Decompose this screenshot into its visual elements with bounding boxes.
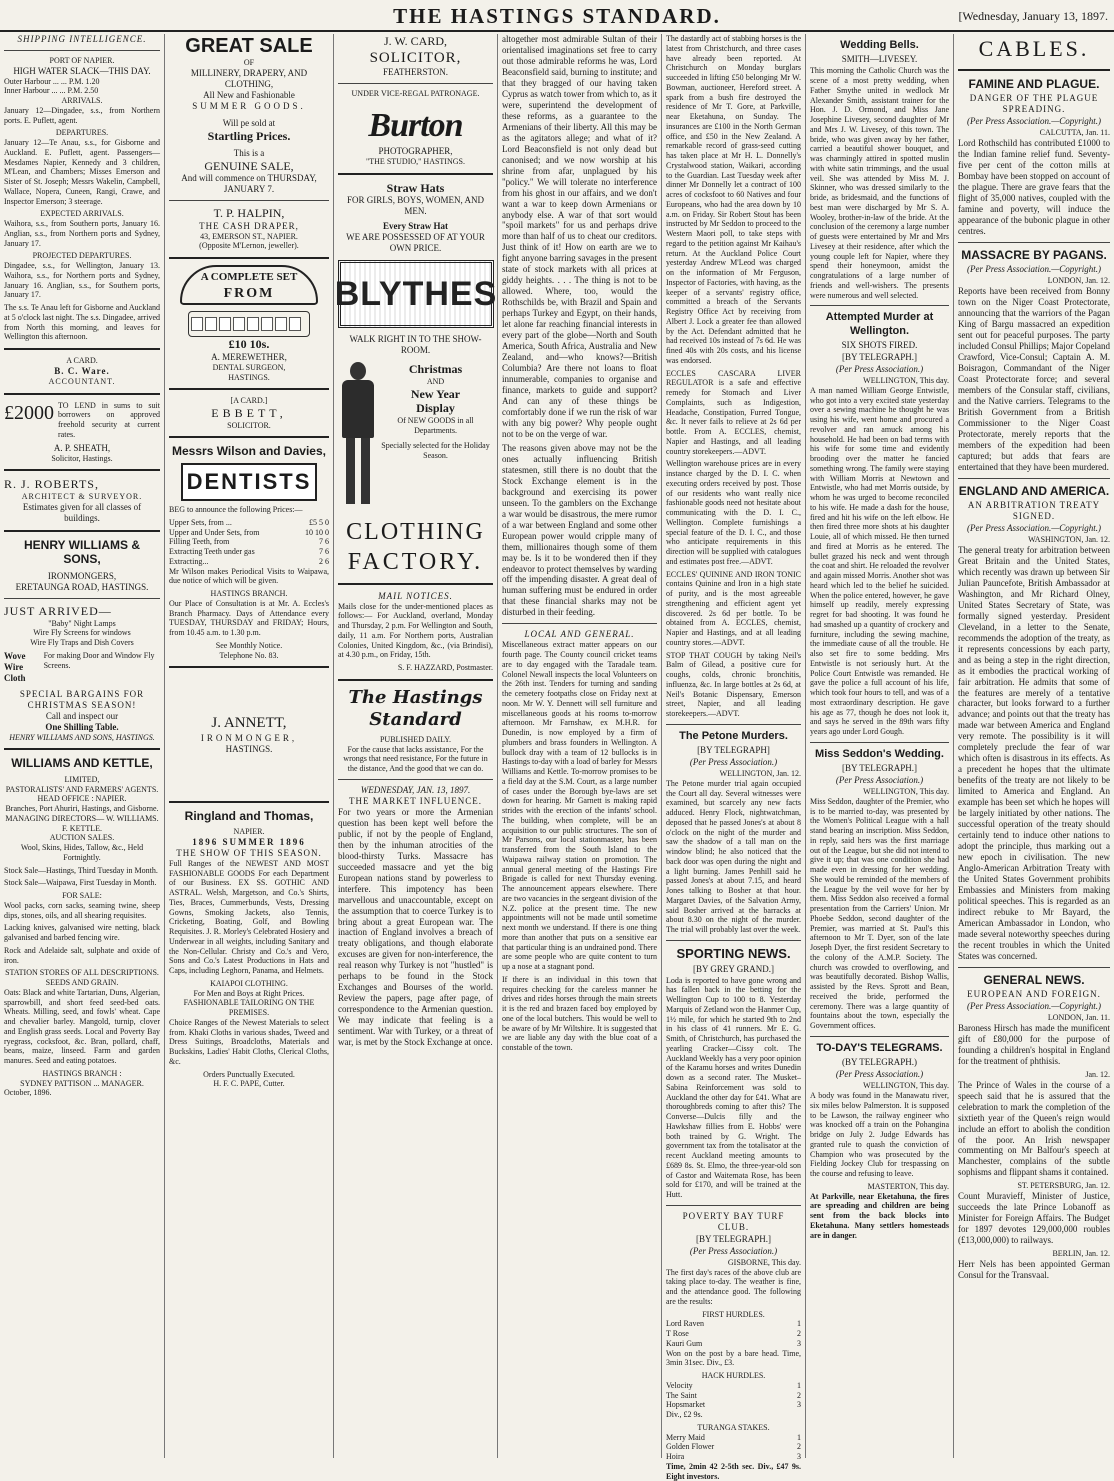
seddon-by: [BY TELEGRAPH.] — [842, 763, 917, 774]
ware-name: B. C. Ware. — [54, 365, 110, 376]
wk-role: PASTORALISTS' AND FARMERS' AGENTS. — [5, 784, 159, 794]
leader-text-1: altogether most admirable Sultan of their orientalised imaginations set free to carry out those admirable reforms he was, Lord Beaconsfield said, burning to institute; and that they bragged of our having taken Cyprus as watch tower from which to, as it were, superintend the development of these reforms, as a guarantee to the Armenians of their liberty. All this may be as the agitators allege; and what of it? Lord Beaconsfield is not only dead but canonised; and we now worship at his shrine from afar, unplagued by his "policy." We will tolerate no interference from his ghost in our affairs, and we don't want a war to keep down Armenians or anybody else. A war of that sort would "spoil markets" for us and perhaps drive more than half of us to cheat our creditors. Just think of it! How on earth are we to fight anyone barring savages in the present state of stock markets with all prices at giddy heights. . . . The thing is not to be allowed. Where, too, would the Rothschilds be, with Brazil and Spain and perhaps Turkey and Egypt, on their hands, let alone far reaching financial interests in every part of the globe—North and South America, South Africa, Australia and New Zealand, and—who knows?—British Columbia? Are there not loans to float innumerable, companies to organise and finance, markets to guide and support? And can any of these things be comfortably done if we run the risk of war with any big power? Why people ought not to be on the verge of war. — [502, 34, 657, 439]
show-heading: THE SHOW OF THIS SEASON. — [176, 847, 322, 858]
wilson-visits: Mr Wilson makes Periodical Visits to Waipawa, due notice of which will be given. — [169, 566, 329, 586]
bargains: SPECIAL BARGAINS FOR CHRISTMAS SEASON! — [19, 688, 145, 710]
burton-logo: Burton — [368, 106, 463, 144]
photographer: PHOTOGRAPHER, — [378, 146, 453, 157]
loan-agent-role: Solicitor, Hastings. — [51, 453, 113, 463]
market-heading: THE MARKET INFLUENCE. — [348, 795, 483, 806]
result-row-label: T Rose — [666, 1329, 689, 1339]
price-row-label: Filling Teeth, from — [169, 537, 230, 547]
result-row — [666, 1391, 801, 1401]
telegrams-assoc: (Per Press Association.) — [835, 1069, 924, 1080]
result-row — [666, 1381, 801, 1391]
ironmonger: IRONMONGER, — [200, 732, 298, 743]
general-place-3: ST. PETERSBURG, Jan. 12. — [1017, 1181, 1110, 1191]
result-row-label: Lord Raven — [666, 1319, 704, 1329]
turanga-results — [666, 1433, 801, 1462]
england-heading: ENGLAND AND AMERICA. — [958, 483, 1110, 498]
mail-sign: S. F. HAZZARD, Postmaster. — [397, 663, 493, 673]
general-place-4: BERLIN, Jan. 12. — [1052, 1248, 1110, 1258]
ebbett-name: EBBETT, — [211, 406, 287, 421]
general-text-2: The Prince of Wales in the course of a speech said that he is assured that the celebration to mark the completion of the sixtieth year of the Queen's reign would include an effort to abolish the condition of the poor. An Irish newspaper commenting on Mr Balfour's speech at Manchester, complains of the subtle sophisms and flippant shams it contained. — [958, 1079, 1110, 1178]
result-row-label: Velocity — [666, 1380, 693, 1390]
dentists-banner: DENTISTS — [181, 463, 317, 501]
column-2 — [165, 34, 334, 1458]
price-row-label: Upper Sets, from ... — [169, 517, 232, 527]
seddon-assoc: (Per Press Association.) — [835, 775, 924, 786]
hw-footer: HENRY WILLIAMS AND SONS, HASTINGS. — [9, 732, 155, 742]
wk-directors: MANAGING DIRECTORS— W. WILLIAMS. F. KETTLE. — [5, 813, 159, 833]
result-row-value: 3 — [797, 1338, 801, 1348]
halpin-address: 43, EMERSON ST., NAPIER. — [200, 231, 298, 241]
hurdles-note: Won on the post by a bare head. Time, 3min 31sec. Div., £3. — [666, 1348, 801, 1368]
published-daily: PUBLISHED DAILY. — [379, 734, 452, 744]
result-row-label: Hopsmarket — [666, 1400, 706, 1410]
departures-text: January 12—Te Anau, s.s., for Gisborne and Auckland. E. Puflett, agent. Passengers—Mesdames Napier, Kennedy and 3 children, M'Lean, and Chambers; Misses Emerson and Sister of St. Joseph; Messrs Wakelin, Campbell, Wallace, Nopera, Cuneen, Rangi, Crawe, and Inspector Emerson; 3 steerage. — [4, 138, 160, 206]
famine-assoc: (Per Press Association.—Copyright.) — [967, 116, 1101, 127]
petone-assoc: (Per Press Association.) — [689, 757, 778, 768]
general-text-3: Count Muravieff, Minister of Justice, succeeds the late Prince Lobanoff as Minister for Foreign Affairs. The Budget for 1897 devotes 129,000,000 roubles (£13,000,000) to railways. — [958, 1191, 1110, 1246]
column-4 — [498, 34, 662, 1458]
wk-limited: LIMITED, — [64, 774, 100, 784]
wk-seeds-text: Oats: Black and white Tartarian, Duns, Algerian, sparrowbill, and short feed seed-bed oats. Wheats. Milling, seed, and fowls' wheat. Cape and chevalier barley. Mangold, turnip, clover and English grass seeds. Local and Poverty Bay ryegrass, cocksfoot, &c. Bran, pollard, chaff, beans, maize, linseed. Farm and garden manures. Seed and eating potatoes. — [4, 987, 160, 1066]
hw-role: IRONMONGERS, — [47, 570, 117, 581]
and: AND — [426, 376, 445, 386]
advert-neils-balm: STOP THAT COUGH by taking Neil's Balm of Gilead, a positive cure for coughs, colds, chronic bronchitis, influenza, &c. In large bottles at 2s 6d, at Neil's Botanic Dispensary, Emerson street, Napier, and all leading storekeepers.—ADVT. — [666, 650, 801, 718]
wk-auction: AUCTION SALES. — [49, 833, 115, 843]
famine-place: CALCUTTA, Jan. 11. — [1039, 128, 1110, 138]
result-row-label: Merry Maid — [666, 1432, 705, 1442]
will-be-sold: Will pe sold at — [222, 118, 276, 129]
general-sub: EUROPEAN AND FOREIGN. — [967, 989, 1101, 1000]
arrived-heading: JUST ARRIVED— — [4, 603, 112, 618]
loan-text: TO LEND in sums to suit borrowers on approved freehold security at current rates. — [58, 400, 160, 439]
market-text: For two years or more the Armenian question has been kept well before the public, if not by the people of England, then by the inhuman atrocities of the blood-thirsty Turks. Massacre has succeeded massacre and yet the big European nations stand by powerless to interfere. This impotency has been marvellous and unaccountable, except on the assumption that to coerce Turkey is to bring about a great European war. The inaction of England involves a breach of treaty obligations, and though elaborate excuses are given for non-interference, the real reason why Turkey is not "hustled" is perhaps to be found in the Stock Exchanges and Bourses of the world. Review the papers, page after page, of correspondence to the Armenian question. We may indicate that feeling is a sentiment. War with Turkey, or a threat of war, is met by the Stock Exchange at once. — [338, 806, 493, 1048]
result-row-label: Kauri Gum — [666, 1338, 703, 1348]
merewether-name: A. MEREWETHER, — [211, 351, 287, 362]
murder-by: [BY TELEGRAPH.] — [842, 352, 917, 363]
result-row — [666, 1339, 801, 1349]
complete-set-banner — [180, 265, 318, 305]
halpin-name: T. P. HALPIN, — [213, 206, 285, 221]
roberts-text: Estimates given for all classes of buildings. — [22, 501, 142, 523]
expected-heading: EXPECTED ARRIVALS. — [40, 209, 124, 219]
wk-forsale-text: Wool packs, corn sacks, seaming twine, sheep dips, stones, oils, and all shearing requisites. — [4, 900, 160, 920]
expected-text: Waihora, s.s., from Southern ports, January 16. Anglian, s.s., from Northern ports and Sydney, January 17. — [4, 219, 160, 248]
result-row-value: 1 — [797, 1319, 801, 1329]
price-row — [169, 528, 329, 538]
wk-name: WILLIAMS AND KETTLE, — [11, 756, 153, 771]
general-place-2: Jan. 12. — [1085, 1069, 1110, 1079]
denture-icon — [188, 311, 310, 337]
card-name: J. W. CARD, — [383, 34, 448, 48]
arrived-items: "Baby" Night Lamps Wire Fly Screens for windows Wire Fly Traps and Dish Covers — [30, 618, 134, 647]
general-text-4: Herr Nels has been appointed German Consul for the Transvaal. — [958, 1258, 1110, 1280]
price-row-value: 2 6 — [319, 556, 329, 566]
annett-town: HASTINGS. — [225, 743, 273, 754]
outer-harbour: Outer Harbour ... ... P.M. 1.20 — [4, 76, 100, 86]
blythes-logo: BLYTHES — [338, 260, 494, 328]
result-row — [666, 1319, 801, 1329]
wk-branch: HASTINGS BRANCH : — [42, 1068, 122, 1078]
ringland-town: NAPIER. — [233, 827, 265, 837]
sporting-heading: SPORTING NEWS. — [676, 945, 791, 961]
petone-by: [BY TELEGRAPH] — [697, 745, 770, 756]
card-town: FEATHERSTON. — [382, 66, 449, 77]
wk-auction-text: Wool, Skins, Hides, Tallow, &c., Held Fortnightly. — [20, 843, 144, 862]
possessed: WE ARE POSSESSED OF AT YOUR OWN PRICE. — [346, 232, 485, 254]
ebbett-card: [A CARD.] — [230, 396, 268, 406]
massacre-assoc: (Per Press Association.—Copyright.) — [967, 264, 1101, 275]
arrivals-heading: ARRIVALS. — [61, 96, 103, 106]
seddon-text: Miss Seddon, daughter of the Premier, who is to be married to-day, was presented by the Women's Political League with a hall stand bearing an inscription. Miss Seddon, in reply, said hers was the first marriage out of the League, but she did not intend to give it up; that was one condition she had made even in dressing for her wedding. She would be reminded of the members of the League by the veil wove for her by them. Miss Seddon also received a formal presentation from the Carriers' Union. Mr Phoebe Seddon, second daughter of the Premier, was married at St. Paul's this afternoon to Mr T. Dyer, son of the late Joseph Dyer, the first resident Secretary to the colony of the A.M.P. Society. The church was crowded to overflowing, and was beautifully decorated. Bishop Wallis, assisted by the Revs. Sprott and Bean, received the bride, performed the ceremony. There was a large quantity of fountains about the town, especially the Government offices. — [810, 796, 949, 1031]
sale-new: All New and Fashionable — [203, 90, 295, 101]
straw-hats: Straw Hats — [386, 180, 445, 195]
england-place: WASHINGTON, Jan. 12. — [1028, 535, 1110, 545]
price-row-value: 7 6 — [319, 547, 329, 557]
wk-manager: SYDNEY PATTISON ... MANAGER. — [20, 1078, 144, 1088]
ebbett-role: SOLICITOR. — [227, 420, 271, 430]
column-7 — [954, 34, 1114, 1458]
result-row — [666, 1400, 801, 1410]
genuine-sale: GENUINE SALE, — [204, 158, 294, 173]
specially: Specially selected for the Holiday Season. — [381, 441, 490, 461]
hack-results — [666, 1381, 801, 1410]
seddon-place: WELLINGTON, This day. — [863, 787, 949, 797]
kaiapoi-text: For Men and Boys at Right Prices. — [193, 988, 305, 998]
price-row — [169, 518, 329, 528]
general-place-1: LONDON, Jan. 11. — [1047, 1013, 1110, 1023]
mail-heading: MAIL NOTICES. — [378, 590, 453, 601]
mail-text: Mails close for the under-mentioned places as follows:— For Auckland, overland, Monday and Thursday, 2 p.m. For Wellington and South, daily, 11 a.m. For Northern ports, Australian Colonies, United Kingdom, &c., (via Brindisi), at 4.30 p.m., on Friday, 15th. — [338, 601, 493, 660]
ware-role: ACCOUNTANT. — [48, 376, 116, 386]
hastings-branch: HASTINGS BRANCH. — [210, 589, 288, 599]
dateline: WEDNESDAY, JAN. 13, 1897. — [360, 784, 471, 795]
massacre-place: LONDON, Jan. 12. — [1047, 276, 1110, 286]
telegrams-place: WELLINGTON, This day. — [863, 1081, 949, 1091]
newspaper-title: THE HASTINGS STANDARD. — [393, 4, 721, 28]
issue-date: [Wednesday, January 13, 1897. — [958, 9, 1108, 23]
wk-branches: Branches, Port Ahuriri, Hastings, and Gisborne. — [5, 804, 159, 814]
murder-text: A man named William George Entwistle, who got into a very excited state yesterday over a sewing machine he thought he was using his wife, went home and procured a revolver and ran amuck among his household. He had been on bad terms with his wife for some time and evidently brooding over the matter he fancied something wrong. The family were staying with William Morris at Newtown and Entwistle, who had met Morris outside, by whom he was urged to become reconciled to his wife. He made a dash for the house, fired and hit his wife on the left elbow. He then fired three more shots at his daughter Louie, all of which missed. He then turned and fired at Morris as he entered. The bullet grazed his neck and went through the coat and shirt. He reloaded the revolver and again missed Morris. Another shot was heard which led to the belief he suicided. When the police entered, however, he gave himself up readily, merely expressing regret for bad shooting. It was found he had smashed up a quantity of crockery and furniture, including the sewing machine, the immediate cause of all the trouble. He also set fire to some bedding. Mrs Entwistle is not seriously hurt. At the Police Court Entwistle was remanded. He gave the police a full account of his life, which took four hours to tell, and was of a most extraordinary description. He gave his age as 77, though he does not look it, and says he served in the 89th wars fifty years ago under Lord Gough. — [810, 385, 949, 737]
summer-goods: SUMMER GOODS. — [192, 101, 306, 112]
turanga-note: Time, 2min 42 2-5th sec. Div., £47 9s. Eight investors. — [666, 1461, 801, 1481]
leader-text-2: The reasons given above may not be the ones actually influencing British statesmen, still there is no doubt that the Stock Exchange element is in the background and exercising its power unseen. To the gamblers on the Exchange a war would be disastrous, the mere rumor of a war between England and some other European power would cripple many of them, millionaires though some of them may be. Is it to be wondered then if they endeavor to protect themselves by warding off the impending disaster. A great deal of human suffering must be endured in order that these financial sharks may not be disturbed in their feeding. — [502, 442, 657, 618]
petone-place: WELLINGTON, Jan. 12. — [719, 769, 801, 779]
result-row — [666, 1433, 801, 1443]
wilson-heading: Messrs Wilson and Davies, — [172, 444, 326, 459]
price-row-value: 7 6 — [319, 537, 329, 547]
inner-harbour: Inner Harbour ... ... P.M. 2.50 — [4, 86, 99, 96]
shipping-notice: The s.s. Te Anau left for Gisborne and Auckland at 5 o'clock last night. The s.s. Dingadee, arrived from North this morning, and leaves for Wellington this afternoon. — [4, 303, 160, 342]
hw-name: HENRY WILLIAMS & SONS, — [24, 537, 140, 567]
result-row-value: 3 — [797, 1452, 801, 1462]
advert-dic: Wellington warehouse prices are in every instance charged by the D. I. C. when executing orders received by post. Those of our residents who want really nice fashionable goods need not hesitate about communicating with the D. I. C., Wellington. Complete furnishings a special feature of the D. I. C., and those who anticipate requirements in this direction will be supplied with catalogues and estimates post free.—ADVT. — [666, 459, 801, 566]
studio: "THE STUDIO," HASTINGS. — [366, 157, 465, 167]
result-row-value: 1 — [797, 1380, 801, 1390]
result-row — [666, 1329, 801, 1339]
advert-eccles-quinine: ECCLES' QUININE AND IRON TONIC contains Quinine and Iron in a high state of purity, and is the most agreeable strengthening and efficient agent yet discovered. 2s 6d per bottle. To be obtained from A. ECCLES, chemist, Napier and Hastings, and at all leading country stores.—ADVT. — [666, 569, 801, 647]
price-row — [169, 547, 329, 557]
general-assoc: (Per Press Association.—Copyright.) — [967, 1001, 1101, 1012]
local-text: Miscellaneous extract matter appears on our fourth page. The County council cricket teams are to day engaged with the Taradale team. Colonel Newall inspects the local Volunteers on the 26th inst. Tenders for turning and sanding the cemetery footpaths close on Friday next at noon. Mr W. Y. Dennett will sell furniture and miscellaneous goods at his rooms to-morrow afternoon. Mr Farnshaw, ex M.H.R. for Dunedin, is now employed by a firm of plumbers and brass founders in Wellington. A bullock dray with a team of 12 bullocks is in Hastings to-day with a load of barley for Messrs Williams and Kettle. To-morrow promises to be a field day at the S.M. Court, as a large number of cases under the Borough bye-laws are set down for hearing. Mr Garnett is making rapid strides with the erection of the infants' school. The building, when complete, will be an acquisition to our public structures. The son of Mr Parsons, our local stationmaster, has been transferred from the South Island to the Waipawa railway station on promotion. The annual general meeting of the Hastings Fire Brigade is called for next Thursday evening. The announcement appears elsewhere. There are two vacancies in the sergeant division of the N.Z. police at the present time. The new appointments will not be made until sometime next month we understand. If there is one thing more than another that puts on a sensitive ear that particular thing is an undrained pond. There are some people who are quite content to turn up a nose at a stagnant pond. — [502, 640, 657, 972]
famine-heading: FAMINE AND PLAGUE. — [968, 76, 1100, 91]
england-sub: AN ARBITRATION TREATY SIGNED. — [967, 500, 1101, 522]
sporting-text: Loda is reported to have gone wrong and has fallen back in the betting for the Wellington Cup to 100 to 8. Yesterday Marquis of Zetland won the Hanmer Cup, 1½ mile, for which he started 9th to 2nd in his class of 41 runners. Mr E. G. Smith, of Christchurch, has purchased the yearling Cracker—Cissy colt. The Auckland Weekly has a very poor opinion of the Karamu horses and writes Dunedin down as a second rater. The Musket–Sabina Reinforcement was sold to Auckland the other day for £41. What are thoroughbreds coming to after this? The Converse—Dulcis filly and the Hawkshaw fillies from E. Hobbs' were both trained by G. Wright. The government tax from the totalisator at the recent Auckland meeting amounts to £689 8s. St. Elmo, the three-year-old son of Castor and Waitemata Rose, has been sold for £170, and will be trained at the Hutt. — [666, 975, 801, 1200]
price-row-value: £5 5 0 — [309, 517, 329, 527]
ringland-heading: Ringland and Thomas, — [184, 808, 314, 823]
result-row-value: 3 — [797, 1400, 801, 1410]
ware-card: A CARD. — [66, 356, 98, 366]
result-row — [666, 1442, 801, 1452]
high-water: HIGH WATER SLACK—THIS DAY. — [13, 65, 151, 76]
wk-lacing: Lacking knives, galvanised wire netting, black galvanised and barbed fencing wire. — [4, 923, 160, 943]
monthly-notice: See Monthly Notice. — [215, 640, 283, 650]
sale-goods: MILLINERY, DRAPERY, AND CLOTHING, — [190, 68, 308, 90]
departures-heading: DEPARTURES. — [55, 128, 109, 138]
price-row-value: 10 10 0 — [305, 527, 329, 537]
wove-wire-text: For making Door and Window Fly Screens. — [43, 650, 155, 670]
result-row-value: 2 — [797, 1442, 801, 1452]
choice: Choice Ranges of the Newest Materials to select from. Khaki Cloths in various shades, Tweed and Dress Suitings, Broadcloths, Materials and Buckskins, Ladies' Habit Cloths, Clerical Cloths, &c. — [169, 1017, 329, 1066]
clothing: CLOTHING — [346, 519, 485, 546]
orders: Orders Punctually Executed. — [203, 1069, 295, 1079]
wove-wire-label: Wove Wire — [4, 650, 26, 672]
call-inspect: Call and inspect our — [45, 710, 119, 721]
telegrams-text: A body was found in the Manawatu river, six miles below Palmerston. It is supposed to be Lawson, the railway engineer who was knocked off a train on the Pohangina bridge on July 2. Judge Edwards has granted rule to quash the conviction of Champion who was prosecuted by the Fielding Jockey Club for trespassing on the course and refusing to leave. — [810, 1091, 949, 1179]
petone-text: The Petone murder trial again occupied the Court all day. Several witnesses were examined, but scarcely any new facts adduced. Henry Flock, nightwatchman, deposed that he passed Jones's at about 8 o'clock on the night of the murder and saw the shadow of a tall man on the window blind; he also noticed that the back door was open during the night and a light burning. James Penhill said he passed Jones's at about 7.15, and heard Jones talking to Bosher at that hour. Margaret Davies, of the Salvation Army, said Bosher arrived at the barracks at about 8.30 on the night of the murder. The trial will probably last over the week. — [666, 778, 801, 935]
this-is-a: This is a — [233, 147, 265, 158]
dentists-intro: BEG to announce the following Prices:— — [169, 505, 303, 515]
masterton-place: MASTERTON, This day. — [867, 1181, 949, 1191]
wk-stock2: Stock Sale—Waipawa, First Tuesday in Month. — [4, 878, 157, 888]
shipping-heading: SHIPPING INTELLIGENCE. — [17, 34, 147, 44]
price-row-label: Extracting Teeth under gas — [169, 547, 255, 557]
kaiapoi: KAIAPOI CLOTHING. — [210, 978, 288, 988]
wedding-names: SMITH—LIVESEY. — [841, 54, 918, 65]
wk-station: STATION STORES OF ALL DESCRIPTIONS. — [5, 968, 159, 978]
price-row — [169, 557, 329, 567]
new-goods: Of NEW GOODS in all Departments. — [397, 415, 474, 435]
masthead — [0, 0, 1114, 32]
wk-stock1: Stock Sale—Hastings, Third Tuesday in Month. — [4, 865, 158, 875]
hw-address: ERETAUNGA ROAD, HASTINGS. — [15, 581, 149, 592]
factory: FACTORY. — [347, 548, 484, 575]
cash-draper: THE CASH DRAPER, — [199, 220, 299, 231]
wk-seeds: SEEDS AND GRAIN. — [45, 978, 119, 988]
result-row-value: 2 — [797, 1329, 801, 1339]
turanga-heading: TURANGA STAKES. — [697, 1422, 770, 1432]
result-row-label: Golden Flower — [666, 1442, 715, 1452]
england-assoc: (Per Press Association.—Copyright.) — [967, 523, 1101, 534]
result-row-value: 1 — [797, 1432, 801, 1442]
result-row-value: 2 — [797, 1390, 801, 1400]
set-price: £10 10s. — [228, 337, 270, 352]
price-list — [169, 518, 329, 567]
massacre-text: Reports have been received from Bonny town on the Niger Coast Protectorate, announcing that the warriors of the Pagan King of Bargu massacred an expedition sent out for peaceful purposes. The party included Consul Phillips; Major Copeland Crawford, Vice-Consul; Captain A. M. Boisragon, Commandant of the Niger Coast Protectorate force; and several members of the Consular staff, civilians, and the Native carriers. Telegrams to the British Government from a British Commissioner to the Niger Coast Protectorate, merely reports that the members of the expedition had been captured; but adds that fears are entertained that they have been murdered. — [958, 286, 1110, 472]
wk-date: October, 1896. — [4, 1088, 52, 1098]
for-all: FOR GIRLS, BOYS, WOMEN, AND MEN. — [346, 195, 485, 217]
wk-rock: Rock and Adelaide salt, sulphate and oxide of iron. — [4, 945, 160, 965]
startling-prices: Startling Prices. — [207, 128, 291, 143]
annett-name: J. ANNETT, — [211, 715, 287, 732]
cables-heading: CABLES. — [978, 36, 1090, 61]
telephone: Telephone No. 83. — [219, 650, 279, 660]
set-line2: FROM — [223, 285, 275, 301]
roberts-role: ARCHITECT & SURVEYOR. — [21, 492, 143, 501]
news-text-1: The dastardly act of stabbing horses is the latest from Christchurch, and three cases have already been reported. At Christchurch on Monday burglars succeeded in lifting £50 belonging Mr W. Bowman, auctioneer, Hereford street. A spark from a bush fire destroyed the residence of Mr T. Gore, at Parkville, near Eketahuna, on Sunday. The insurances are £100 in the North German office, and £50 in the New Zealand. A remarkable record of grass-seed cutting has taken place at Mr H. L. Donnelly's Crystalwood station, Waikari, according to the Guardian. Last Tuesday week after dinner Mr Donnelly let a contract of 100 acres of cocksfoot to 60 Natives and four Europeans, who had the area down by 10 a.m. on Friday. Sir Robert Stout has been instructed by Mr Seddon to proceed to the Western Maori poll, to take steps with regard to the petition against Mr Kaihau's return. At the Auckland Police Court yesterday Andrew M'Leod was charged on the information of Mr Ferguson, Inspector of Factories, with having, as the keeper of a servants' registry office, committed a breach of the Servants Registry Office Act by receiving from Albert J. Lock a greater fee than allowed by the Act. Defendant admitted that he had received 10s instead of 7s 6d. He was fined 40s with 20s costs, and his license was endorsed. — [666, 34, 801, 365]
projected-text: Dingadee, s.s., for Wellington, January 13. Waihora, s.s., for Northern ports and Sydney, January 16. Anglian, s.s., for Southern ports, January 17. — [4, 261, 160, 300]
petone-heading: The Petone Murders. — [679, 729, 788, 742]
england-text: The general treaty for arbitration between Great Britain and the United States, which recently was drawn up between Sir Julian Pauncefote, British Ambassador at Washington, and Mr Richard Olney, United States Secretary of State, was formally signed yesterday. President Cleveland, in a letter to the Senate, recommends the adoption of the treaty, as it represents concessions by each party, and as being a step in the right direction, as it embodies the practical working of fair arbitration. He admits that some of the features are merely of a tentative character, but looks forward to a further advance; and points out that the treaty has made war between America and England very remote. The possibility is it will completely preclude the fear of war which often is disastrous in its effects. As a precedent he hopes that the ultimate benefits of the treaty are not likely to be limited to America and England. An example has been set which he hopes will be largely initiated by other nations. The successful operation of the treaty should certainly tend to induce other nations to adopt the principle, thus marking out a new epoch in civilisation. The new Anglo-American Arbitration Treaty with the United States Government prohibits Embassies and Ministers from making political speeches. This is regarded as an indirect rebuke to Mr Bayard, the American Ambassador in London, who made several noteworthy speeches during the recent troubles in which the United States was concerned. — [958, 544, 1110, 961]
dental-surgeon: DENTAL SURGEON, — [212, 362, 286, 372]
fashionable: FASHIONABLE TAILORING ON THE PREMISES. — [183, 998, 315, 1018]
projected-heading: PROJECTED DEPARTURES. — [32, 251, 132, 261]
poverty-heading: POVERTY BAY TURF CLUB. — [682, 1210, 785, 1232]
massacre-heading: MASSACRE BY PAGANS. — [961, 247, 1107, 262]
column-5 — [662, 34, 806, 1481]
result-row-label: Hoira — [666, 1452, 685, 1462]
murder-sub: SIX SHOTS FIRED. — [841, 340, 918, 351]
price-row-label: Upper and Under Sets, from — [169, 527, 260, 537]
new-year: New Year — [410, 386, 461, 401]
summer-1896: 1896 SUMMER 1896 — [192, 836, 306, 847]
telegrams-heading: TO-DAY'S TELEGRAMS. — [816, 1041, 943, 1054]
seddon-heading: Miss Seddon's Wedding. — [815, 747, 944, 760]
roberts-name: R. J. ROBERTS, — [4, 477, 99, 492]
result-row-label: The Saint — [666, 1390, 697, 1400]
loan-amount: £2000 — [4, 401, 54, 424]
poverty-by: [BY TELEGRAPH.] — [696, 1233, 771, 1244]
wk-head-office: HEAD OFFICE : NAPIER. — [37, 794, 127, 804]
shilling-table: One Shilling Table. — [45, 721, 119, 732]
cloth-label: Cloth — [4, 672, 26, 683]
wk-forsale: FOR SALE: — [62, 891, 102, 901]
price-row-label: Extracting... — [169, 556, 209, 566]
port-heading: PORT OF NAPIER. — [49, 55, 115, 65]
show-text: Full Ranges of the NEWEST AND MOST FASHIONABLE GOODS For each Department of our Business. EX SS. GOTHIC AND ASTRAL. Welsh, Margetson, and Co.'s Shirts, Ties, Braces, Cummerbunds, Vests, Dressing Gowns, Smoking Jackets, also Tennis, Cricketing, Boating, Golf, and Bowling Requisites. J. R. Morley's Celebrated Hosiery and Underwear in all weights, including Sanitary and the Non-Cellular. Christy and Co.'s and Vero, Sons and Co.'s Latest Productions in Hats and Caps, including Leghorn, Panama, and Helmets. — [169, 858, 329, 976]
motto: For the cause that lacks assistance, For the wrongs that need resistance, For the future in the distance, And the good that we can do. — [343, 744, 488, 774]
column-6 — [806, 34, 954, 1458]
masterton-text: At Parkville, near Eketahuna, the fires are spreading and children are being sent from the back blocks into Eketahuna. Many settlers homesteads are in danger. — [810, 1191, 949, 1240]
general-text-1: Baroness Hirsch has made the munificent gift of £80,000 for the purpose of founding a children's hospital in England for the treatment of phthisis. — [958, 1023, 1110, 1066]
poverty-text: The first day's races of the above club are taking place to-day. The weather is fine, and the attendance good. The following are the results: — [666, 1267, 801, 1306]
branch-text: Our Place of Consultation is at Mr. A. Eccles's Branch Pharmacy. Days of Attendance every TUESDAY, THURSDAY and FRIDAY; Hours, from 10.45 a.m. to 1.30 p.m. — [169, 598, 329, 638]
loan-agent: A. P. SHEATH, — [53, 442, 111, 453]
hurdles-results — [666, 1319, 801, 1348]
cutter: H. F. C. PAPE, Cutter. — [213, 1079, 285, 1089]
merewether-town: HASTINGS. — [228, 372, 270, 382]
set-line1: A COMPLETE SET — [200, 271, 298, 284]
poverty-place: GISBORNE, This day. — [727, 1257, 801, 1267]
wedding-heading: Wedding Bells. — [840, 39, 919, 51]
gentleman-figure-icon — [338, 362, 378, 512]
famine-text: Lord Rothschild has contributed £1000 to the Indian famine relief fund. Seventy-five per cent of the cotton mills at Bombay have been stopped on account of the plague. There are grave fears that the flight of 35,000 natives, coupled with the famine and poverty, will induce the appearance of the bubonic plague in other centres. — [958, 138, 1110, 236]
christmas: Christmas — [408, 362, 463, 377]
vice-regal: UNDER VICE-REGAL PATRONAGE. — [351, 88, 480, 98]
local-heading: LOCAL AND GENERAL. — [524, 629, 635, 640]
commence: And will commence on THURSDAY, JANUARY 7. — [181, 173, 317, 195]
every-straw: Every Straw Hat — [383, 221, 448, 232]
sporting-by: [BY GREY GRAND.] — [692, 963, 775, 974]
column-3 — [334, 34, 498, 1458]
murder-assoc: (Per Press Association.) — [835, 364, 924, 375]
local-text-3: If there is an individual in this town that requires checking for the careless manner he drives and rides horses through the main streets it is the red and brazen faced boy employed by one of the local butchers. This would be well to be aware of by Mr Wiltshire. It is suggested that we are liable any day with the blue coat of a constable of the town. — [502, 974, 657, 1053]
great-sale: GREAT SALE — [185, 35, 313, 57]
hurdles-heading: FIRST HURDLES. — [702, 1309, 765, 1319]
advert-eccles-liver: ECCLES CASCARA LIVER REGULATOR is a safe and effective remedy for Stomach and Liver Complaints, such as Indigestion, Headache, Constipation, Furred Tongue, &c. It never fails to relieve at 2s 6d per bottle. From A. ECCLES, chemist, Napier and Hastings, and all leading country storekeepers.—ADVT. — [666, 368, 801, 456]
general-heading: GENERAL NEWS. — [983, 972, 1085, 987]
telegrams-by: (BY TELEGRAPH.) — [842, 1057, 917, 1068]
poverty-assoc: (Per Press Association.) — [689, 1245, 778, 1256]
hack-note: Div., £2 9s. — [666, 1410, 703, 1420]
column-1 — [0, 34, 165, 1458]
arrivals-text: January 12—Dingadee, s.s., from Northern ports. E. Puflett, agent. — [4, 105, 160, 125]
solicitor: SOLICITOR, — [369, 49, 462, 66]
famine-sub: DANGER OF THE PLAGUE SPREADING. — [969, 93, 1099, 115]
standard-title: The Hastings Standard — [348, 686, 483, 730]
murder-place: WELLINGTON, This day. — [863, 376, 949, 386]
hack-heading: HACK HURDLES. — [701, 1371, 766, 1381]
walk-right: WALK RIGHT IN TO THE SHOW-ROOM. — [349, 334, 482, 356]
murder-heading: Attempted Murder at Wellington. — [825, 311, 934, 337]
price-row — [169, 537, 329, 547]
result-row — [666, 1452, 801, 1462]
wedding-text: This morning the Catholic Church was the scene of a most pretty wedding, when Father Smythe united in wedlock Mr Alexander Smith, assistant trainer for the Hon. J. D. Ormond, and Miss Jane Josephine Livesey, second daughter of Mr and Mrs J. W. Livesey, of this town. The bride, who was given away by her father, carried a beautiful shower bouquet, and was charmingly attired in spotted muslin with white satin trimmings, and the usual veil. She was attended by Miss M. J. Skinner, who was dressed similarly to the bride, as bridesmaid, and the functions of best man were discharged by Mr S. A. Wooley, brother-in-law of the bride. At the conclusion of the ceremony a large number of guests were entertained by Mr and Mrs Livesey at their residence, after which the young couple left for Napier, where they spend their honeymoon, amidst the congratulations of a large number of friends and well-wishers. The presents were numerous and well selected. — [810, 66, 949, 300]
of: OF — [243, 58, 255, 68]
halpin-opp: (Opposite M'Lernon, jeweller). — [199, 241, 299, 251]
display: Display — [416, 401, 455, 416]
